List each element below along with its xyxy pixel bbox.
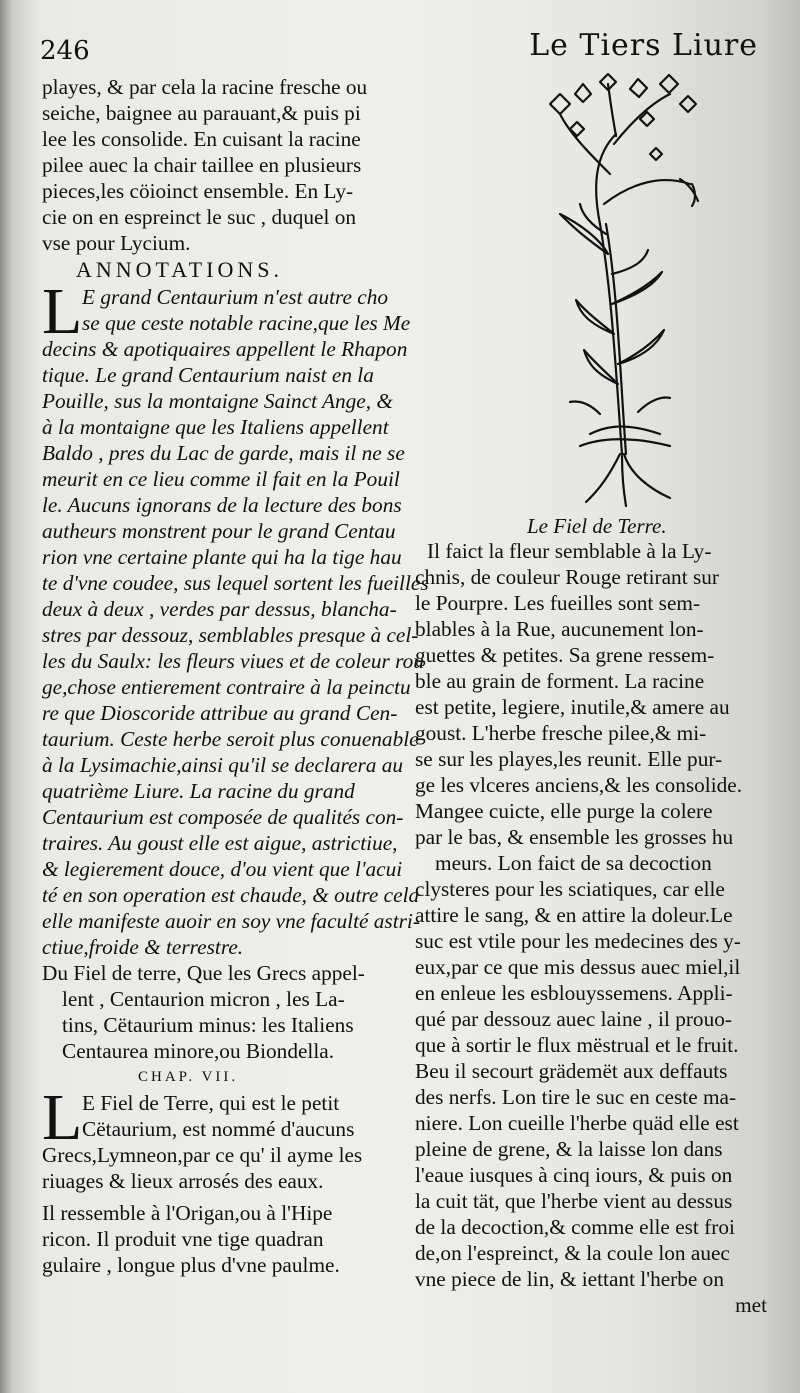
text-line: ctiue,froide & terrestre.	[42, 935, 244, 959]
text-line: ge les vlceres anciens,& les consolide.	[415, 773, 743, 797]
text-line: quatrième Liure. La racine du grand	[42, 779, 355, 803]
plant-illustration	[520, 74, 720, 510]
page-header	[40, 26, 772, 66]
text-line: ricon. Il produit vne tige quadran	[42, 1227, 324, 1251]
text-line: Centaurium est composée de qualités con-	[42, 805, 404, 829]
text-line: traires. Au goust elle est aigue, astrictiue,	[42, 831, 398, 855]
text-line: de,on l'espreinct, & la coule lon auec	[415, 1241, 730, 1265]
text-line: lent , Centaurion micron , les La-	[62, 987, 345, 1011]
text-line: playes, & par cela la racine fresche ou	[42, 75, 368, 99]
text-line: rion vne certaine plante qui ha la tige hau	[42, 545, 402, 569]
text-line: pleine de grene, & la laisse lon dans	[415, 1137, 723, 1161]
text-line: Du Fiel de terre, Que les Grecs appel-	[42, 961, 365, 985]
text-line: Il ressemble à l'Origan,ou à l'Hipe	[42, 1201, 333, 1225]
text-line: stres par dessouz, semblables presque à cel-	[42, 623, 419, 647]
text-line: meurs. Lon faict de sa decoction	[435, 851, 712, 875]
text-line: goust. L'herbe fresche pilee,& mi-	[415, 721, 707, 745]
text-line: pieces,les cöioinct ensemble. En Ly-	[42, 179, 354, 203]
text-line: des nerfs. Lon tire le suc en ceste ma-	[415, 1085, 737, 1109]
text-line: Centaurea minore,ou Biondella.	[62, 1039, 335, 1063]
text-line: te d'vne coudee, sus lequel sortent les fueilles	[42, 571, 429, 595]
text-line: taurium. Ceste herbe seroit plus conuenable	[42, 727, 419, 751]
text-line: ble au grain de forment. La racine	[415, 669, 705, 693]
text-line: Grecs,Lymneon,par ce qu' il ayme les	[42, 1143, 363, 1167]
text-line: té en son operation est chaude, & outre cela	[42, 883, 420, 907]
text-line: cie on en espreinct le suc , duquel on	[42, 205, 357, 229]
text-line: en enleue les esblouyssemens. Appli-	[415, 981, 733, 1005]
text-line: se que ceste notable racine,que les Me	[82, 311, 411, 335]
text-line: Baldo , pres du Lac de garde, mais il ne se	[42, 441, 405, 465]
text-line: chnis, de couleur Rouge retirant sur	[415, 565, 719, 589]
text-line: à la montaigne que les Italiens appellent	[42, 415, 389, 439]
text-line: Mangee cuicte, elle purge la colere	[415, 799, 713, 823]
text-line: le. Aucuns ignorans de la lecture des bons	[42, 493, 402, 517]
text-line: & legierement douce, d'ou vient que l'acui	[42, 857, 403, 881]
text-line: que à sortir le flux mëstrual et le fruit.	[415, 1033, 739, 1057]
text-line: tins, Cëtaurium minus: les Italiens	[62, 1013, 354, 1037]
annotations-heading: ANNOTATIONS.	[76, 257, 283, 282]
text-line: Il faict la fleur semblable à la Ly-	[427, 539, 712, 563]
drop-cap: L	[42, 1081, 83, 1154]
chapter-paragraph	[42, 1081, 404, 1278]
left-column	[42, 74, 429, 1278]
text-line: meurit en ce lieu comme il fait en la Pouil	[42, 467, 400, 491]
text-line	[415, 1292, 775, 1318]
fiel-title-block	[42, 960, 404, 1064]
text-line: par le bas, & ensemble les grosses hu	[415, 825, 734, 849]
text-line: elle manifeste auoir en soy vne faculté astri-	[42, 909, 420, 933]
text-line: gulaire , longue plus d'vne paulme.	[42, 1253, 340, 1277]
text-line: tique. Le grand Centaurium naist en la	[42, 363, 374, 387]
text-line: qué par dessouz auec laine , il prouo-	[415, 1007, 732, 1031]
text-line: deux à deux , verdes par dessus, blancha-	[42, 597, 397, 621]
text-line: niere. Lon cueille l'herbe quäd elle est	[415, 1111, 739, 1135]
text-line: est petite, legiere, inutile,& amere au	[415, 695, 730, 719]
text-line: vne piece de lin, & iettant l'herbe on	[415, 1267, 724, 1291]
text-line: suc est vtile pour les medecines des y-	[415, 929, 741, 953]
text-line: l'eaue iusques à cinq iours, & puis on	[415, 1163, 733, 1187]
text-line: blables à la Rue, aucunement lon-	[415, 617, 704, 641]
text-line: à la Lysimachie,ainsi qu'il se declarera au	[42, 753, 403, 777]
text-line: eux,par ce que mis dessus auec miel,il	[415, 955, 741, 979]
text-line: clysteres pour les sciatiques, car elle	[415, 877, 725, 901]
text-line: attire le sang, & en attire la doleur.Le	[415, 903, 733, 927]
text-line: lee les consolide. En cuisant la racine	[42, 127, 361, 151]
annotations-paragraph	[42, 275, 429, 960]
text-line-content: E grand Centaurium n'est autre cho	[82, 285, 389, 309]
text-line: pilee auec la chair taillee en plusieurs	[42, 153, 362, 177]
text-line: Cëtaurium, est nommé d'aucuns	[82, 1117, 355, 1141]
right-column	[415, 538, 775, 1318]
page-number: 246	[40, 36, 90, 66]
text-line: ge,chose entierement contraire à la peinctu	[42, 675, 411, 699]
text-line-content: E Fiel de Terre, qui est le petit	[82, 1091, 340, 1115]
text-line: Pouille, sus la montaigne Sainct Ange, &	[42, 389, 393, 413]
chapter-heading: CHAP. VII.	[138, 1069, 239, 1085]
text-line: le Pourpre. Les fueilles sont sem-	[415, 591, 701, 615]
intro-paragraph	[42, 74, 404, 256]
text-line: de la decoction,& comme elle est froi	[415, 1215, 735, 1239]
text-line: re que Dioscoride attribue au grand Cen-	[42, 701, 398, 725]
text-line: les du Saulx: les fleurs viues et de coleur rou	[42, 649, 424, 673]
running-title: Le Tiers Liure	[529, 28, 758, 63]
text-line: riuages & lieux arrosés des eaux.	[42, 1169, 324, 1193]
text-line: vse pour Lycium.	[42, 231, 191, 255]
text-line: guettes & petites. Sa grene ressem-	[415, 643, 715, 667]
drop-cap: L	[42, 275, 83, 348]
text-line: la cuit tät, que l'herbe vient au dessus	[415, 1189, 733, 1213]
text-line: se sur les playes,les reunit. Elle pur-	[415, 747, 723, 771]
text-line: seiche, baignee au parauant,& puis pi	[42, 101, 361, 125]
text-line: decins & apotiquaires appellent le Rhapon	[42, 337, 408, 361]
catchword: met	[735, 1293, 767, 1317]
text-line: Beu il secourt grädemët aux deffauts	[415, 1059, 728, 1083]
illustration-caption: Le Fiel de Terre.	[527, 514, 667, 538]
text-line: autheurs monstrent pour le grand Centau	[42, 519, 396, 543]
